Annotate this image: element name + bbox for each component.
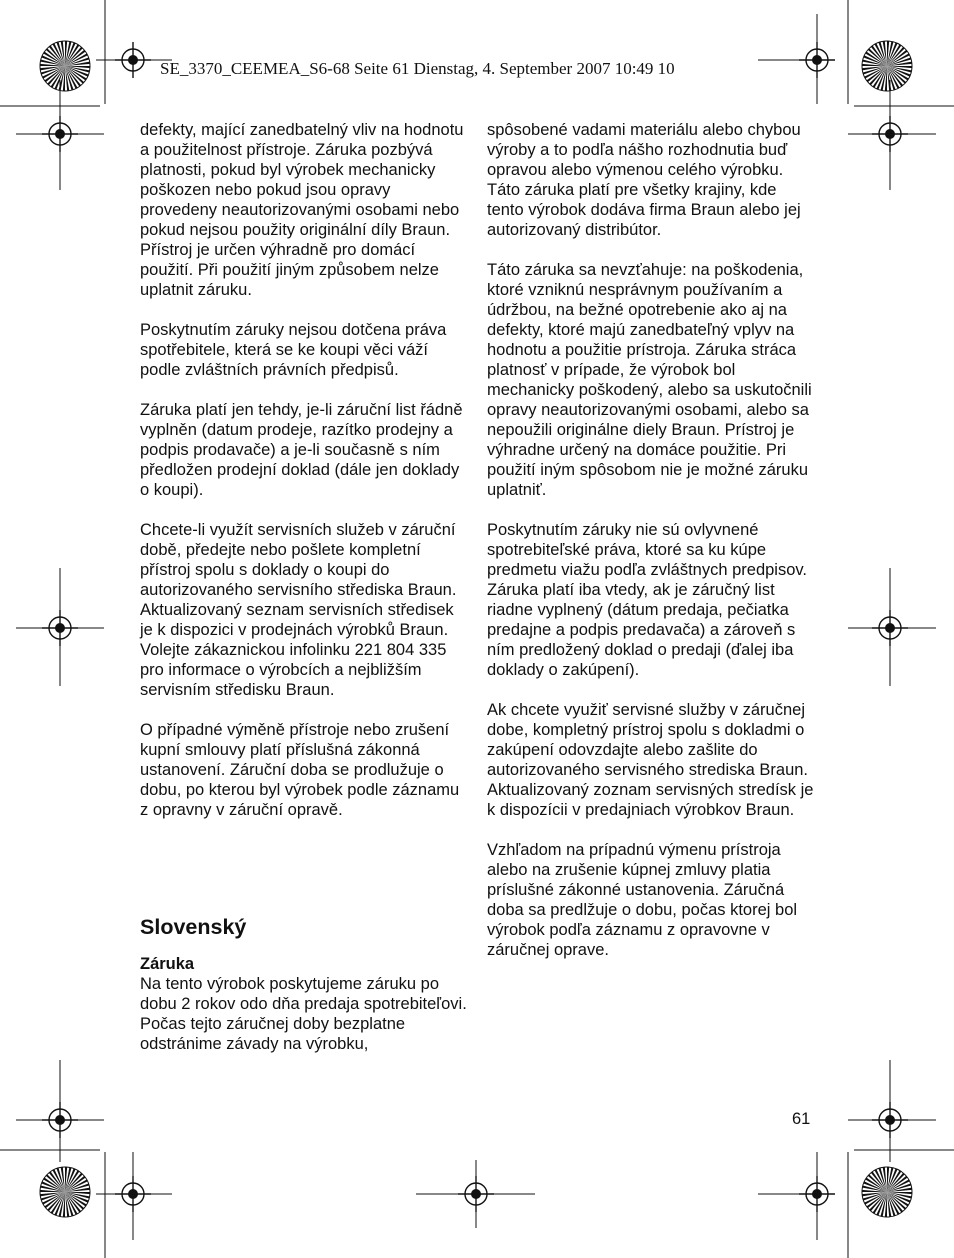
body-paragraph: Chcete-li využít servisních služeb v záruční době, předejte nebo pošlete kompletní přístroj spolu s doklady o koupi do autorizovaného servisního střediska Braun. Aktualizovaný seznam servisních středisek je k dispozici v prodejnách výrobků Braun. [140,521,457,639]
registration-mark-icon [42,1102,78,1138]
subheading: Záruka [140,955,195,973]
registration-mark-icon [115,42,151,78]
body-paragraph: O případné výměně přístroje nebo zrušení kupní smlouvy platí příslušná zákonná ustanovení. Záruční doba se prodlužuje o dobu, po kterou byl výrobek podle záznamu z opravny v záruční opravě. [140,721,460,819]
body-paragraph: Volejte zákaznickou infolinku 221 804 335 pro informace o výrobcích a nejbližším servisním středisku Braun. [140,641,447,699]
body-paragraph: Záruka platí jen tehdy, je-li záruční list řádně vyplněn (datum prodeje, razítko prodejny a podpis prodavače) a je-li současně s ním předložen prodejní doklad (dále jen doklady o koupi). [140,401,463,499]
registration-mark-icon [115,1176,151,1212]
print-slug: SE_3370_CEEMEA_S6-68 Seite 61 Dienstag, 4. September 2007 10:49 10 [160,59,675,78]
body-paragraph: Poskytnutím záruky nie sú ovlyvnené spotrebiteľské práva, ktoré sa ku kúpe predmetu viažu podľa zvláštnych predpisov. [487,521,808,579]
color-bar-icon [40,1167,90,1217]
body-paragraph: Vzhľadom na prípadnú výmenu prístroja alebo na zrušenie kúpnej zmluvy platia príslušné zákonné ustanovenia. Záručná doba sa predlžuje o dobu, počas ktorej bol výrobok podľa záznamu z opravovne v záručnej oprave. [487,841,798,959]
body-paragraph: Na tento výrobok poskytujeme záruku po dobu 2 rokov odo dňa predaja spotrebiteľovi. Počas tejto záručnej doby bezplatne odstránime závady na výrobku, [140,975,467,1053]
body-paragraph: Záruka platí iba vtedy, ak je záručný list riadne vyplnený (dátum predaja, pečiatka predajne a podpis predavača) a zároveň s ním predložený doklad o predaji (ďalej iba doklady o zakúpení). [487,581,796,679]
registration-mark-icon [42,610,78,646]
registration-mark-icon [799,1176,835,1212]
registration-mark-icon [799,42,835,78]
body-paragraph: defekty, mající zanedbatelný vliv na hodnotu a použitelnost přístroje. Záruka pozbývá platnosti, pokud byl výrobek mechanicky poškozen nebo pokud jsou opravy provedeny neautorizovanými osobami nebo pokud nejsou použity originální díly Braun. Přístroj je určen výhradně pro domácí použití. Při použití jiným způsobem nelze uplatnit záruku. [140,121,464,299]
color-bar-icon [862,1167,912,1217]
registration-mark-icon [872,116,908,152]
page-number: 61 [792,1110,811,1128]
section-heading: Slovenský [140,915,247,939]
registration-mark-icon [42,116,78,152]
color-bar-icon [862,41,912,91]
body-paragraph: Ak chcete využiť servisné služby v záručnej dobe, kompletný prístroj spolu s dokladmi o zakúpení odovzdajte alebo zašlite do autorizovaného servisného strediska Braun. Aktualizovaný zoznam servisných stredísk je k dispozícii v predajniach výrobkov Braun. [487,701,814,819]
body-paragraph: Táto záruka sa nevzťahuje: na poškodenia, ktoré vzniknú nesprávnym používaním a údržbou, na bežné opotrebenie ako aj na defekty, ktoré majú zanedbateľný vplyv na hodnotu a použitie prístroja. Záruka stráca platnosť v prípade, že výrobok bol mechanicky poškodený, alebo sa uskutočnili opravy neautorizovanými osobami, alebo sa nepoužili originálne diely Braun. Prístroj je výhradne určený na domáce použitie. Pri použití iným spôsobom nie je možné záruku uplatniť. [487,261,812,499]
registration-mark-icon [458,1176,494,1212]
registration-mark-icon [872,1102,908,1138]
color-bar-icon [40,41,90,91]
body-paragraph: spôsobené vadami materiálu alebo chybou výroby a to podľa nášho rozhodnutia buď opravou alebo výmenou celého výrobku. Táto záruka platí pre všetky krajiny, kde tento výrobok dodáva firma Braun alebo jej autorizovaný distribútor. [487,121,801,239]
body-paragraph: Poskytnutím záruky nejsou dotčena práva spotřebitele, která se ke koupi věci váží podle zvláštních právních předpisů. [140,321,447,379]
registration-mark-icon [872,610,908,646]
